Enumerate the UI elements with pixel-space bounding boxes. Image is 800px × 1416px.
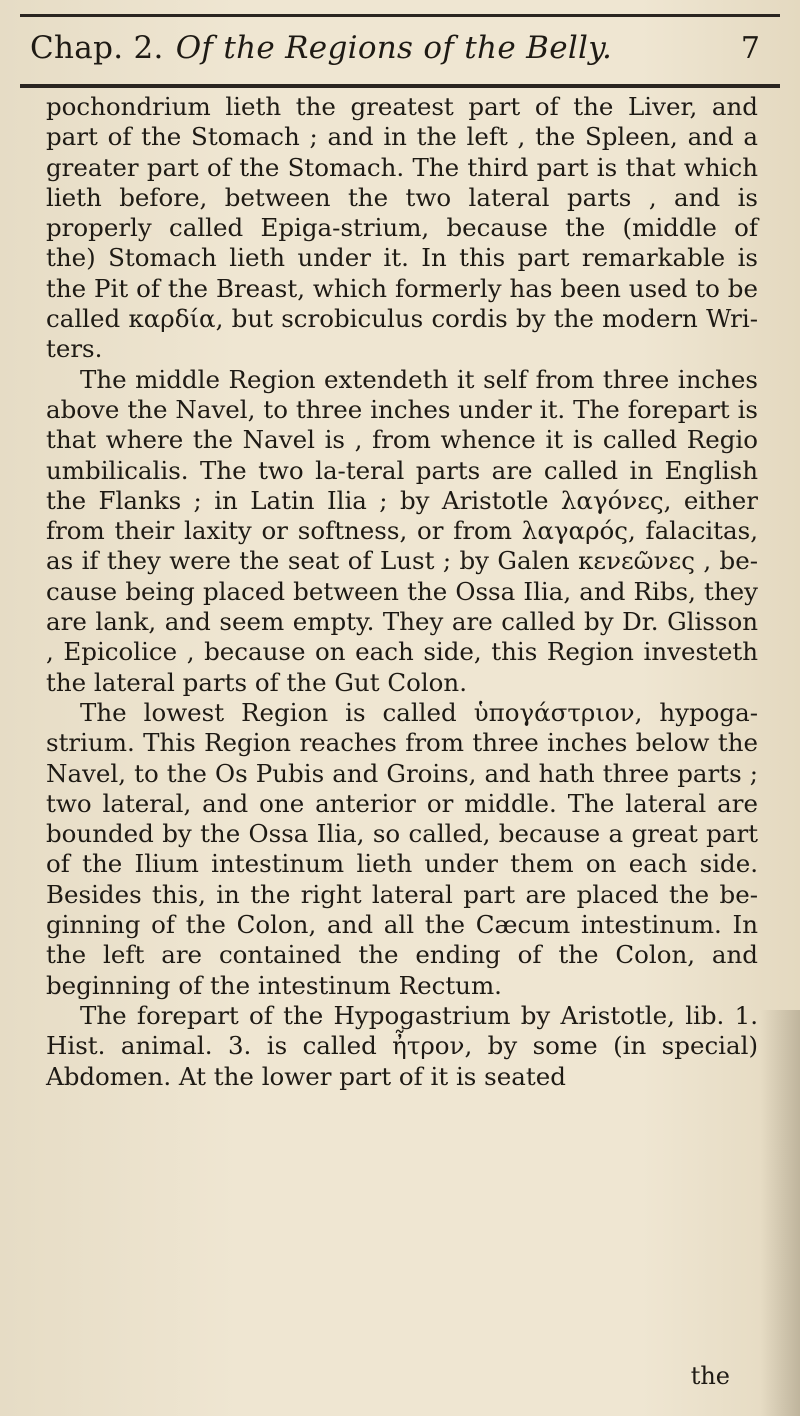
chapter-label: Chap. 2. [30, 30, 164, 66]
running-head [30, 30, 612, 66]
top-rule [20, 14, 780, 17]
header-rule [20, 84, 780, 88]
chapter-title: Of the Regions of the Belly. [175, 30, 613, 66]
page-header [30, 30, 770, 82]
catchword: the [690, 1362, 730, 1390]
paragraph-1: pochondrium lieth the greatest part of the Liver, and part of the Stomach ; and in the left , the Spleen, and a greater part of the Stomach. The third part is that which lieth before, between the two lateral parts , and is properly called Epiga-strium, because the (middle of the) Stomach lieth under it. In this part remarkable is the Pit of the Breast, which formerly has been used to be called καρδία, but scrobiculus cordis by the modern Wri-ters. [46, 92, 758, 364]
paragraph-4: The forepart of the Hypogastrium by Aristotle, lib. 1. Hist. animal. 3. is called ἦτρον, by some (in special) Abdomen. At the lower part of it is seated [46, 1000, 758, 1091]
page-edge-shadow [760, 1010, 800, 1416]
page-number: 7 [740, 31, 760, 66]
paragraph-2: The middle Region extendeth it self from three inches above the Navel, to three inches under it. The forepart is that where the Navel is , from whence it is called Regio umbilicalis. The two la-teral parts are called in English the Flanks ; in Latin Ilia ; by Aristotle λαγόνες, either from their laxity or softness, or from λαγαρός, falacitas, as if they were the seat of Lust ; by Galen κενεῶνες , be-cause being placed between the Ossa Ilia, and Ribs, they are lank, and seem empty. They are called by Dr. Glisson , Epicolice , because on each side, this Region investeth the lateral parts of the Gut Colon. [46, 364, 758, 697]
paragraph-3: The lowest Region is called ὑπογάστριον, hypoga-strium. This Region reaches from three inches below the Navel, to the Os Pubis and Groins, and hath three parts ; two lateral, and one anterior or middle. The lateral are bounded by the Ossa Ilia, so called, because a great part of the Ilium intestinum lieth under them on each side. Besides this, in the right lateral part are placed the be-ginning of the Colon, and all the Cæcum intestinum. In the left are contained the ending of the Colon, and beginning of the intestinum Rectum. [46, 697, 758, 1000]
body-text [46, 92, 758, 1092]
